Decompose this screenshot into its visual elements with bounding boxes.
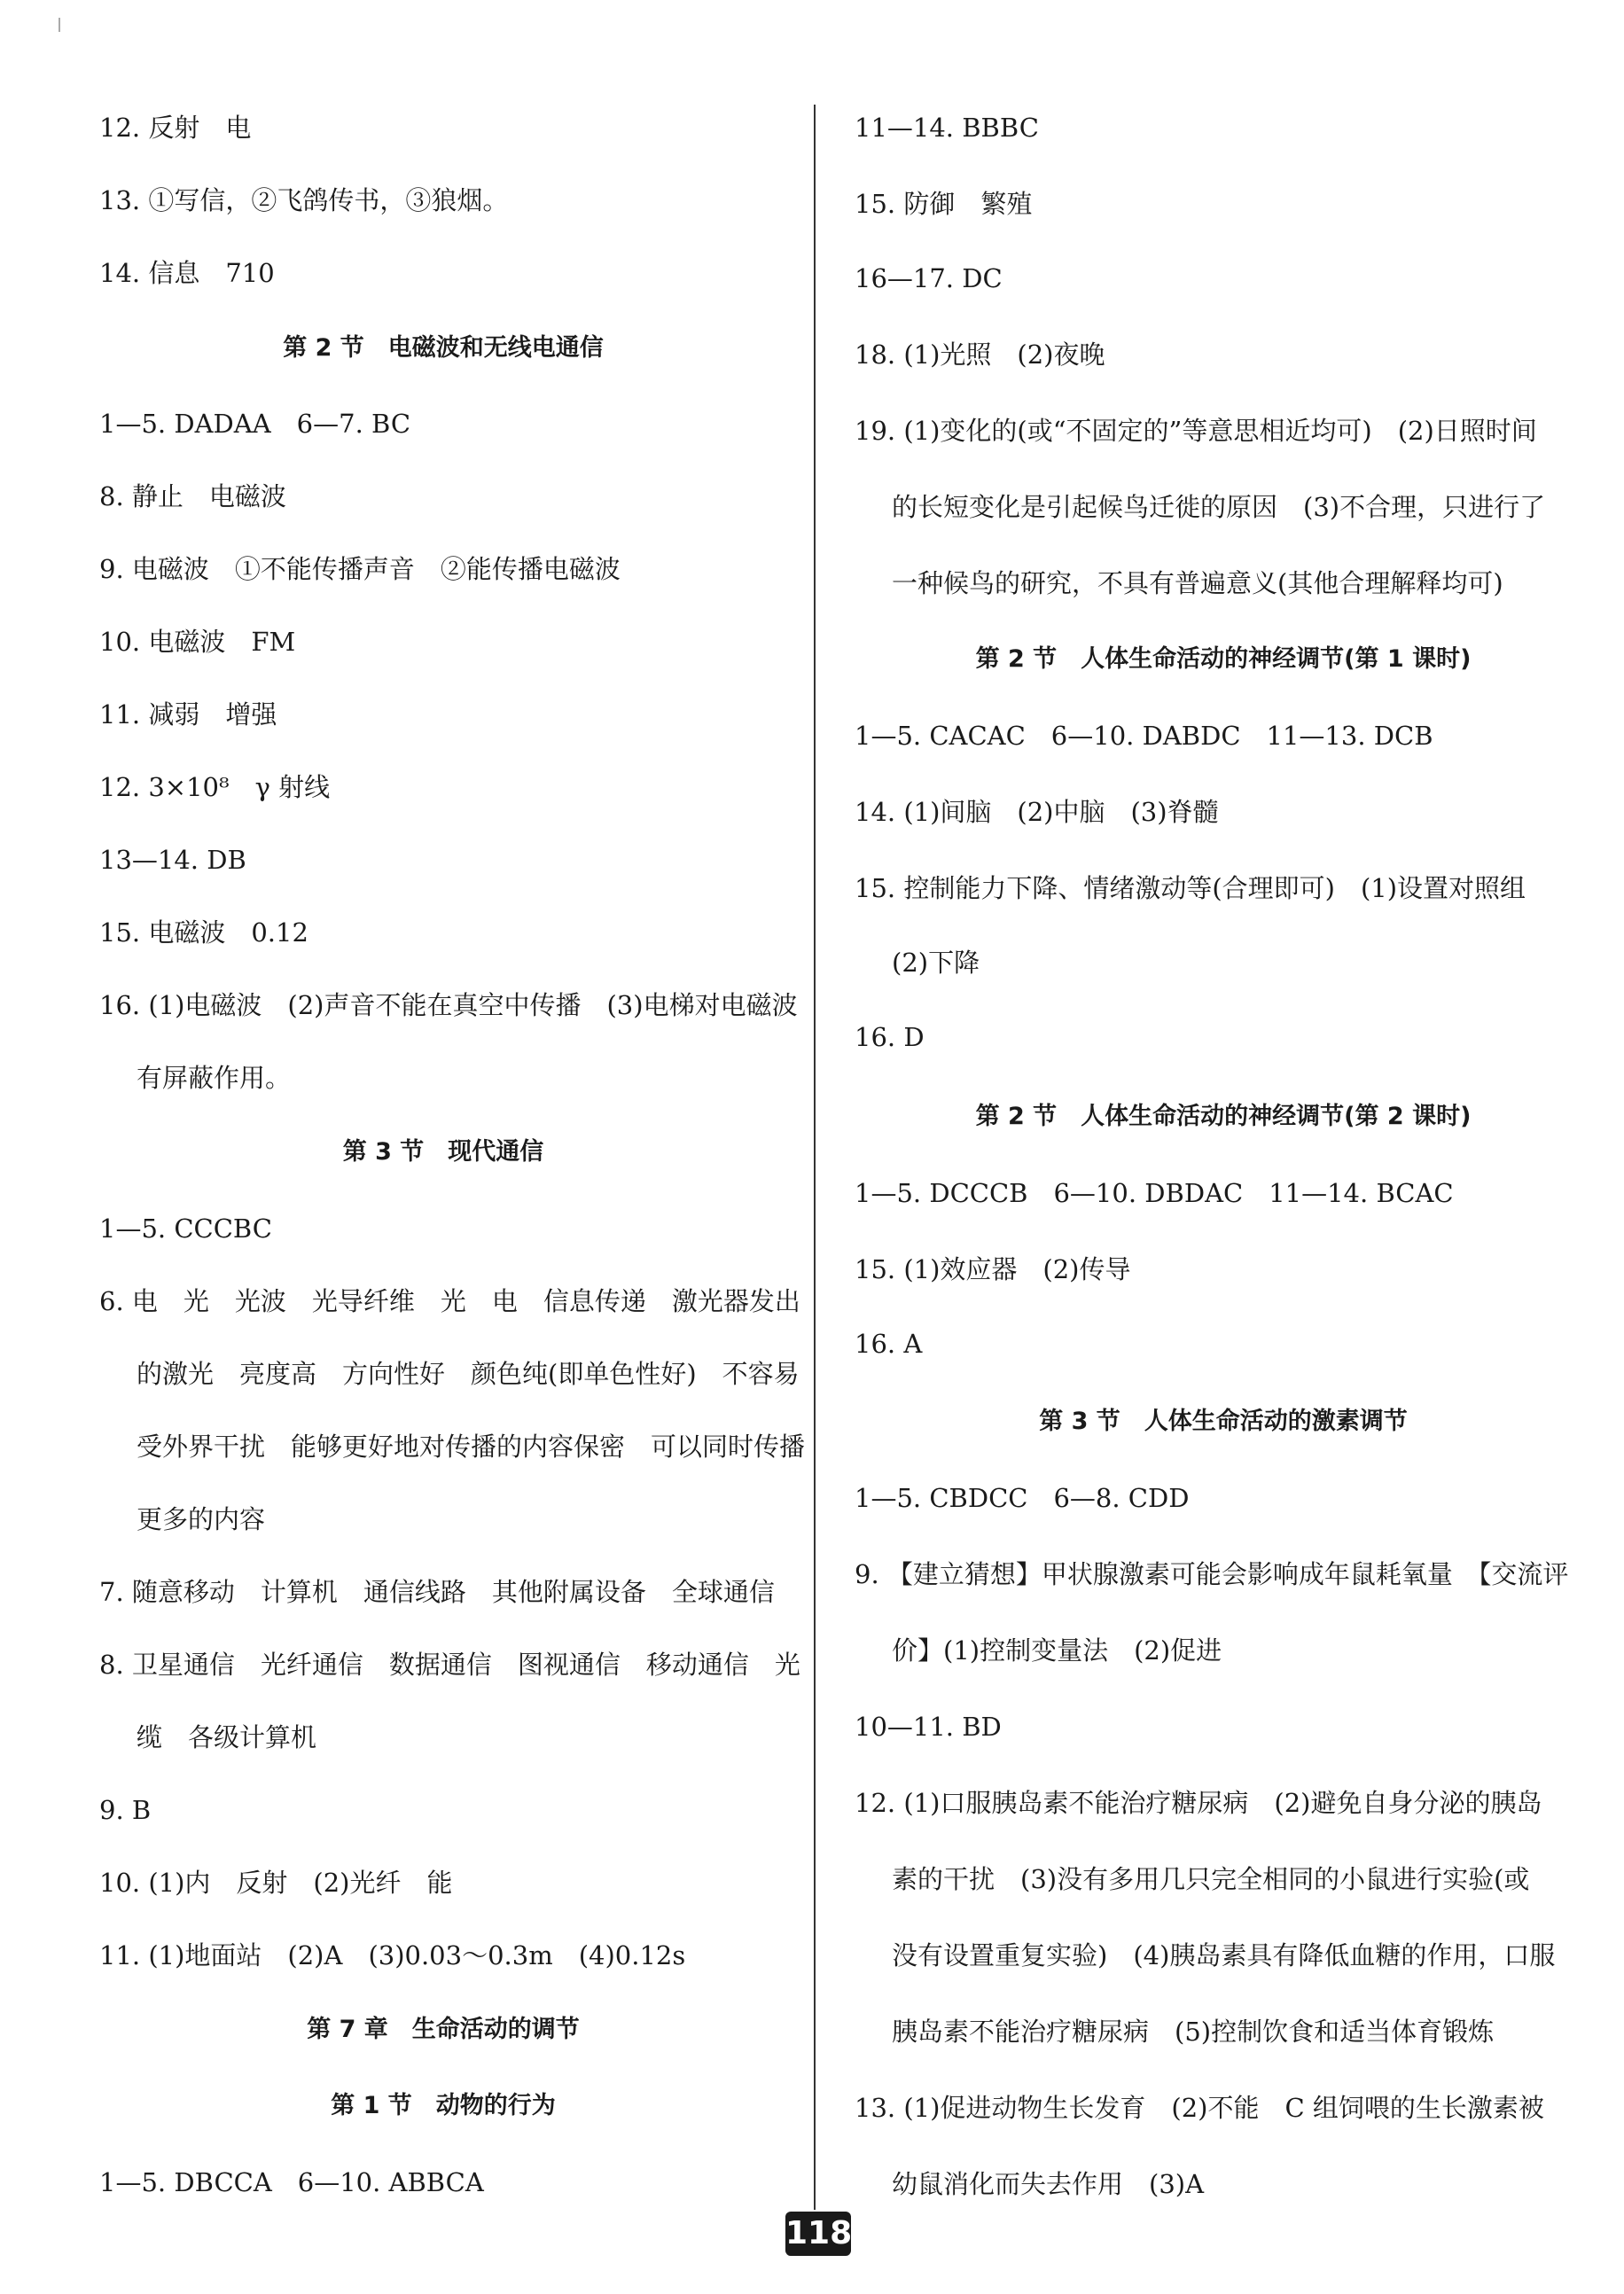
answer-line: 15. 控制能力下降、情绪激动等(合理即可) (1)设置对照组	[855, 873, 1526, 903]
answer-line: 14. 信息 710	[99, 258, 275, 288]
column-divider	[814, 105, 816, 2210]
answer-line: 18. (1)光照 (2)夜晚	[855, 339, 1105, 370]
answer-line: 9. 【建立猜想】甲状腺激素可能会影响成年鼠耗氧量 【交流评	[855, 1559, 1569, 1589]
answer-line: 素的干扰 (3)没有多用几只完全相同的小鼠进行实验(或	[892, 1864, 1530, 1894]
answer-line: 12. 反射 电	[99, 113, 252, 143]
answer-line: 11. 减弱 增强	[99, 699, 277, 730]
answer-line: 7. 随意移动 计算机 通信线路 其他附属设备 全球通信	[99, 1577, 775, 1607]
answer-line: 胰岛素不能治疗糖尿病 (5)控制饮食和适当体育锻炼	[892, 2017, 1495, 2047]
answer-line: 1—5. DCCCB 6—10. DBDAC 11—14. BCAC	[855, 1178, 1454, 1208]
answer-line: 16. A	[855, 1329, 923, 1359]
answer-line: 10. 电磁波 FM	[99, 627, 296, 657]
answer-line: 13—14. DB	[99, 845, 246, 875]
answer-line: 11. (1)地面站 (2)A (3)0.03～0.3m (4)0.12s	[99, 1940, 686, 1970]
section-heading: 第 1 节 动物的行为	[331, 2092, 556, 2119]
answer-line: 9. 电磁波 ①不能传播声音 ②能传播电磁波	[99, 554, 621, 584]
answer-line: 15. 电磁波 0.12	[99, 917, 308, 948]
section-heading: 第 2 节 人体生命活动的神经调节(第 1 课时)	[975, 645, 1472, 673]
page-number: 118	[785, 2212, 851, 2256]
answer-line: 16. D	[855, 1022, 925, 1052]
answer-line: 1—5. CACAC 6—10. DABDC 11—13. DCB	[855, 721, 1433, 751]
answer-line: 1—5. CBDCC 6—8. CDD	[855, 1483, 1190, 1513]
answer-line: 12. (1)口服胰岛素不能治疗糖尿病 (2)避免自身分泌的胰岛	[855, 1788, 1542, 1818]
answer-line: 6. 电 光 光波 光导纤维 光 电 信息传递 激光器发出	[99, 1286, 800, 1316]
answer-line: 缆 各级计算机	[137, 1722, 317, 1752]
answer-line: 13. (1)促进动物生长发育 (2)不能 C 组饲喂的生长激素被	[855, 2093, 1544, 2123]
answer-line: 1—5. CCCBC	[99, 1213, 272, 1244]
answer-line: 9. B	[99, 1795, 152, 1825]
answer-line: 更多的内容	[137, 1504, 266, 1534]
answer-line: 12. 3×10⁸ γ 射线	[99, 772, 331, 802]
answer-line: 16. (1)电磁波 (2)声音不能在真空中传播 (3)电梯对电磁波	[99, 990, 798, 1020]
answer-line: 8. 卫星通信 光纤通信 数据通信 图视通信 移动通信 光	[99, 1650, 800, 1680]
answer-line: 10. (1)内 反射 (2)光纤 能	[99, 1868, 453, 1898]
answer-line: 8. 静止 电磁波	[99, 481, 286, 511]
answer-line: 11—14. BBBC	[855, 113, 1039, 143]
section-heading: 第 2 节 人体生命活动的神经调节(第 2 课时)	[975, 1103, 1472, 1130]
answer-line: 13. ①写信，②飞鸽传书，③狼烟。	[99, 185, 509, 215]
section-heading: 第 2 节 电磁波和无线电通信	[283, 334, 604, 362]
answer-line: 1—5. DBCCA 6—10. ABBCA	[99, 2167, 484, 2197]
answer-line: 19. (1)变化的(或“不固定的”等意思相近均可) (2)日照时间	[855, 416, 1537, 446]
answer-line: 14. (1)间脑 (2)中脑 (3)脊髓	[855, 797, 1219, 827]
answer-line: 10—11. BD	[855, 1712, 1002, 1742]
answer-line: 受外界干扰 能够更好地对传播的内容保密 可以同时传播	[137, 1432, 806, 1462]
answer-line: 的长短变化是引起候鸟迁徙的原因 (3)不合理，只进行了	[892, 492, 1546, 522]
answer-line: (2)下降	[892, 948, 980, 978]
answer-line: 价】(1)控制变量法 (2)促进	[892, 1635, 1222, 1666]
answer-line: 没有设置重复实验) (4)胰岛素具有降低血糖的作用，口服	[892, 1940, 1556, 1970]
answer-line: 1—5. DADAA 6—7. BC	[99, 409, 411, 439]
answer-line: 16—17. DC	[855, 263, 1003, 293]
section-heading: 第 3 节 现代通信	[342, 1138, 544, 1166]
answer-line: 15. (1)效应器 (2)传导	[855, 1254, 1131, 1284]
section-heading: 第 3 节 人体生命活动的激素调节	[1039, 1408, 1408, 1435]
answer-line: 的激光 亮度高 方向性好 颜色纯(即单色性好) 不容易	[137, 1359, 800, 1389]
answer-line: 有屏蔽作用。	[137, 1063, 292, 1093]
answer-line: 15. 防御 繁殖	[855, 189, 1033, 219]
answer-line: 幼鼠消化而失去作用 (3)A	[892, 2169, 1205, 2199]
scan-mark	[59, 18, 60, 32]
chapter-heading: 第 7 章 生命活动的调节	[307, 2016, 580, 2043]
answer-line: 一种候鸟的研究，不具有普遍意义(其他合理解释均可)	[892, 568, 1503, 598]
